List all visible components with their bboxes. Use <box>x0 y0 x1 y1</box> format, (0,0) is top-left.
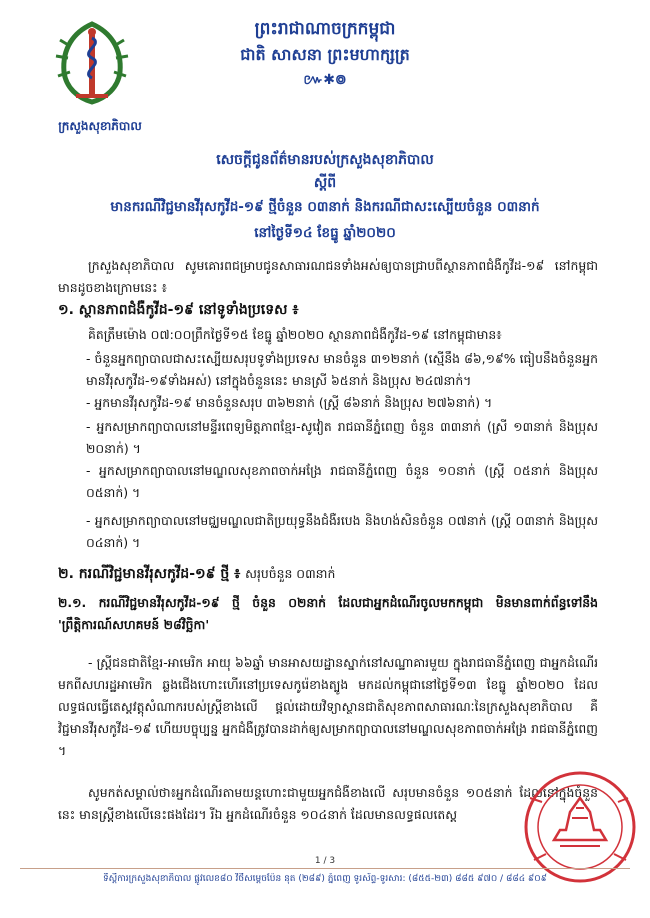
list-item: - អ្នកសម្រាកព្យាបាលនៅមជ្ឈមណ្ឌលជាតិប្រយុទ្ធនឹងជំងឺរបេង និងហង់សិនចំនួន ០៧នាក់ (ស្ត្រី ០៣នាក់ និងប្រុស ០៤នាក់) ។ <box>86 513 598 550</box>
footer-divider <box>20 868 630 869</box>
list-item: - អ្នកមានវីរុសកូវីដ-១៩ មានចំនួនសរុប ៣៦២នាក់ (ស្ត្រី ៨៦នាក់ និងប្រុស ២៧៦នាក់) ។ <box>86 395 493 410</box>
case-paragraph: - ស្ត្រីជនជាតិខ្មែរ-អាមេរិក អាយុ ៦៦ឆ្នាំ មានអាសយដ្ឋានស្នាក់នៅសណ្ឋាគារមួយ ក្នុងរាជធានីភ្នំពេញ ជាអ្នកដំណើរមកពីសហរដ្ឋអាមេរិក ឆ្លងជើងហោះហើរនៅប្រទេសកូរ៉េខាងត្បូង មកដល់កម្ពុជានៅថ្ងៃទី១៣ ខែធ្នូ ឆ្នាំ២០២០ ដែលលទ្ធផលធ្វើតេស្តវត្តុសំណាករបស់ស្ត្រីខាងលើ ផ្តល់ដោយវិទ្យាស្ថានជាតិសុខភាពសាធារណៈនៃក្រសួងសុខាភិបាល គឺ វិជ្ជមានវីរុសកូវីដ-១៩ ហើយបច្ចុប្បន្ន អ្នកជំងឺត្រូវបានដាក់ឲ្យសម្រាកព្យាបាលនៅមណ្ឌលសុខភាពចាក់អង្រែ រាជធានីភ្នំពេញ ។ <box>58 655 598 759</box>
ornament-divider: ៚✱៙ <box>303 72 347 88</box>
doc-title-about: ស្តីពី <box>313 175 337 191</box>
ministry-logo-icon <box>52 18 132 108</box>
list-item: - អ្នកសម្រាកព្យាបាលនៅមន្ទីរពេទ្យមិត្តភាពខ្មែរ-សូវៀត រាជធានីភ្នំពេញ ចំនួន ៣៣នាក់ (ស្រី ១៣នាក់ និងប្រុស ២០នាក់) ។ <box>86 419 598 456</box>
kingdom-heading: ព្រះរាជាណាចក្រកម្ពុជា <box>254 19 396 39</box>
doc-date: នៅថ្ងៃទី១៤ ខែធ្នូ ឆ្នាំ២០២០ <box>254 225 396 241</box>
section2-subheading: ២.១. ករណីវិជ្ជមានវីរុសកូវីដ-១៩ ថ្មី ចំនួន ០២នាក់ ដែលជាអ្នកដំណើរចូលមកកម្ពុជា មិនមានពាក់ព័ន្ធទៅនឹង 'ព្រឹត្តិការណ៍សហគមន៍ ២៨វិច្ឆិកា' <box>58 595 598 632</box>
section2-title: ២. ករណីវិជ្ជមានវីរុសកូវីដ-១៩ ថ្មី ៖ <box>58 566 241 582</box>
page-number: 1 / 3 <box>314 856 336 866</box>
motto-heading: ជាតិ សាសនា ព្រះមហាក្សត្រ <box>240 45 410 64</box>
section2-heading <box>58 564 598 585</box>
section2-summary: សរុបចំនួន ០៣នាក់ <box>245 566 336 581</box>
ministry-label: ក្រសួងសុខាភិបាល <box>58 119 142 133</box>
footer-address: ទីស្តីការក្រសួងសុខាភិបាល ផ្លូវលេខ៨០ វិថីសម្តេចប៉ែន នុត (២៨៩) ភ្នំពេញ ទូរស័ព្ទ-ទូរសារ: (៨៥៥-២៣) ៨៨៥ ៩៧០ / ៨៨៤ ៩០៩ <box>102 874 548 884</box>
list-item: - អ្នកសម្រាកព្យាបាលនៅមណ្ឌលសុខភាពចាក់អង្រែ រាជធានីភ្នំពេញ ចំនួន ១០នាក់ (ស្ត្រី ០៥នាក់ និងប្រុស ០៥នាក់) ។ <box>86 463 598 500</box>
intro-paragraph: ក្រសួងសុខាភិបាល សូមគោរពជម្រាបជូនសាធារណជនទាំងអស់ឲ្យបានជ្រាបពីស្ថានភាពជំងឺកូវីដ-១៩ នៅកម្ពុជា មានដូចខាងក្រោមនេះ ៖ <box>58 258 598 295</box>
list-item: - ចំនួនអ្នកព្យាបាលជាសះស្បើយសរុបទូទាំងប្រទេស មានចំនួន ៣១២នាក់ (ស្មើនឹង ៨៦,១៩% ធៀបនឹងចំនួនអ្នកមានវីរុសកូវីដ-១៩ទាំងអស់) នៅក្នុងចំនួននេះ មានស្រី ៦៥នាក់ និងប្រុស ២៤៧នាក់។ <box>86 351 598 388</box>
section1-heading: ១. ស្ថានភាពជំងឺកូវីដ-១៩ នៅទូទាំងប្រទេស ៖ <box>58 302 299 318</box>
note-paragraph: សូមកត់សម្គាល់ថា៖អ្នកដំណើរតាមយន្តហោះជាមួយអ្នកជំងឺខាងលើ សរុបមានចំនួន ១០៥នាក់ ដែលនៅក្នុងចំនួននេះ មានស្ត្រីខាងលើនេះផងដែរ។ រីឯ អ្នកដំណើរចំនួន ១០៤នាក់ ដែលមានលទ្ធផលតេស្ត <box>58 785 598 823</box>
section1-lead: គិតត្រឹមម៉ោង ០៧:០០ព្រឹកថ្ងៃទី១៥ ខែធ្នូ ឆ្នាំ២០២០ ស្ថានភាពជំងឺកូវីដ-១៩ នៅកម្ពុជាមាន៖ <box>88 327 502 342</box>
doc-subject: មានករណីវិជ្ជមានវីរុសកូវីដ-១៩ ថ្មីចំនួន ០៣នាក់ និងករណីជាសះស្បើយចំនួន ០៣នាក់ <box>110 199 540 215</box>
doc-title: សេចក្តីជូនព័ត៌មានរបស់ក្រសួងសុខាភិបាល <box>216 152 434 168</box>
